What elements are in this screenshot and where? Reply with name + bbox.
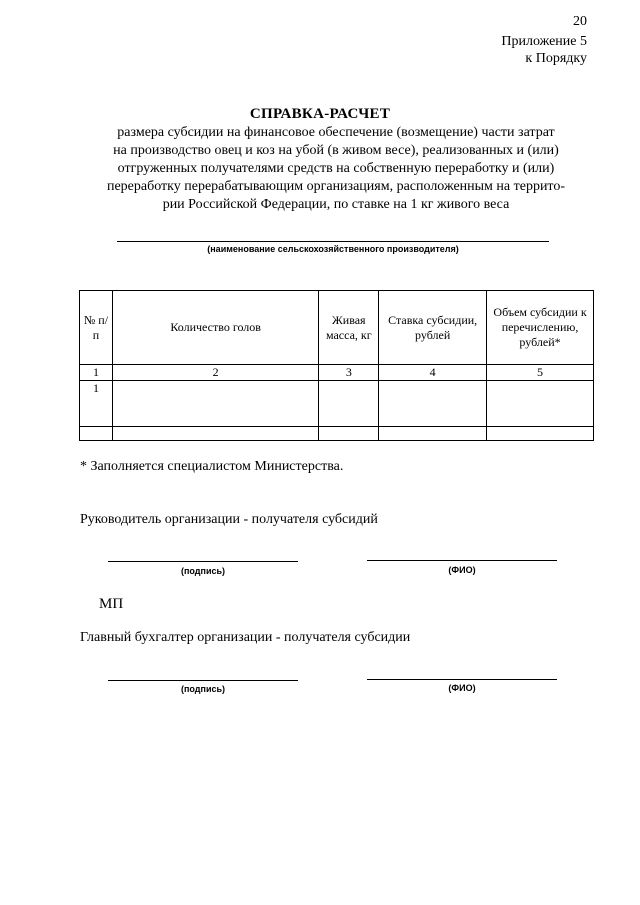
- document-title: СПРАВКА-РАСЧЕТ: [249, 106, 391, 122]
- head-name-line: [367, 560, 557, 561]
- subtitle-line: переработку перерабатывающим организациям, расположенным на террито-: [106, 179, 566, 194]
- appendix-line-2: к Порядку: [525, 51, 587, 66]
- header-subsidy-rate: Ставка субсидии, рублей: [379, 291, 487, 365]
- table-cell: [80, 427, 113, 441]
- header-live-weight: Живая масса, кг: [319, 291, 379, 365]
- producer-caption: (наименование сельскохозяйственного производителя): [207, 244, 459, 254]
- footnote: * Заполняется специалистом Министерства.: [80, 459, 344, 474]
- table-cell: [379, 381, 487, 427]
- head-sign-caption: (подпись): [180, 566, 226, 576]
- subtitle-line: отгруженных получателями средств на собственную переработку и (или): [117, 161, 555, 176]
- accountant-name-line: [367, 679, 557, 680]
- accountant-name-caption: (ФИО): [448, 683, 476, 693]
- table-cell: [487, 427, 594, 441]
- table-cell: 1: [80, 365, 113, 381]
- table-cell: [112, 427, 318, 441]
- table-header-row: [80, 291, 594, 365]
- table-row: [80, 381, 594, 427]
- table-cell: 1: [80, 381, 113, 427]
- head-name-caption: (ФИО): [448, 565, 476, 575]
- table-cell: 2: [112, 365, 318, 381]
- table-cell: [379, 427, 487, 441]
- table-cell: [112, 381, 318, 427]
- stamp-label: МП: [99, 596, 124, 612]
- producer-name-line: [117, 241, 549, 242]
- table-row: [80, 427, 594, 441]
- head-signature-line: [108, 561, 298, 562]
- table-cell: [487, 381, 594, 427]
- accountant-signature-line: [108, 680, 298, 681]
- head-signature-title: Руководитель организации - получателя субсидий: [80, 512, 378, 527]
- page-number: 20: [573, 14, 587, 29]
- table-cell: [319, 381, 379, 427]
- accountant-signature-title: Главный бухгалтер организации - получателя субсидии: [80, 630, 411, 645]
- accountant-sign-caption: (подпись): [180, 684, 226, 694]
- table-cell: [319, 427, 379, 441]
- header-row-number: № п/п: [80, 291, 113, 365]
- subtitle-line: рии Российской Федерации, по ставке на 1 кг живого веса: [162, 197, 510, 212]
- subsidy-table: [79, 290, 594, 441]
- table-cell: 3: [319, 365, 379, 381]
- table-cell: 5: [487, 365, 594, 381]
- subtitle-line: размера субсидии на финансовое обеспечение (возмещение) части затрат: [117, 125, 555, 140]
- table-numbering-row: [80, 365, 594, 381]
- subtitle-line: на производство овец и коз на убой (в живом весе), реализованных и (или): [113, 143, 559, 158]
- document-subtitle: [80, 124, 592, 214]
- header-head-count: Количество голов: [112, 291, 318, 365]
- header-subsidy-amount: Объем субсидии к перечислению, рублей*: [487, 291, 594, 365]
- table-cell: 4: [379, 365, 487, 381]
- appendix-reference: [501, 33, 587, 67]
- appendix-line-1: Приложение 5: [501, 34, 587, 49]
